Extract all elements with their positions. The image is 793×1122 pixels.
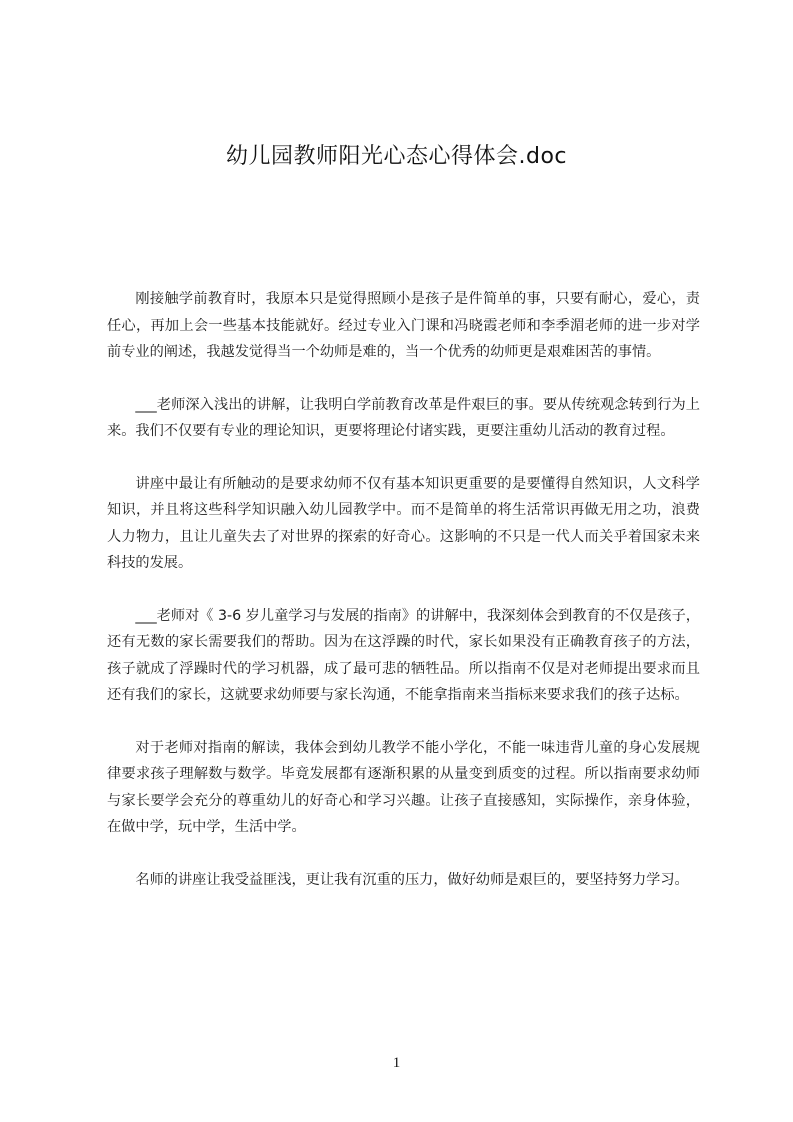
page-number: 1	[392, 1055, 401, 1071]
paragraph-1: 刚接触学前教育时，我原本只是觉得照顾小是孩子是件简单的事，只要有耐心，爱心，责任心，再加上会一些基本技能就好。经过专业入门课和冯晓霞老师和李季湄老师的进一步对学前专业的阐述，我越发觉得当一个幼师是难的，当一个优秀的幼师更是艰难困苦的事情。	[107, 291, 700, 360]
paragraph-6: 名师的讲座让我受益匪浅，更让我有沉重的压力，做好幼师是艰巨的，要坚持努力学习。	[135, 871, 689, 888]
paragraph-4: ___老师对《 3-6 岁儿童学习与发展的指南》的讲解中，我深刻体会到教育的不仅是孩子，还有无数的家长需要我们的帮助。因为在这浮躁的时代，家长如果没有正确教育孩子的方法，孩子就成了浮躁时代的学习机器，成了最可悲的牺牲品。所以指南不仅是对老师提出要求而且还有我们的家长，这就要求幼师要与家长沟通，不能拿指南来当指标来要求我们的孩子达标。	[107, 607, 700, 703]
document-title: 幼儿园教师阳光心态心得体会.doc	[225, 144, 567, 169]
paragraph-5: 对于老师对指南的解读，我体会到幼儿教学不能小学化，不能一味违背儿童的身心发展规律要求孩子理解数与数学。毕竟发展都有逐渐积累的从量变到质变的过程。所以指南要求幼师与家长要学会充分的尊重幼儿的好奇心和学习兴趣。让孩子直接感知，实际操作，亲身体验，在做中学，玩中学，生活中学。	[107, 739, 700, 835]
paragraph-3: 讲座中最让有所触动的是要求幼师不仅有基本知识更重要的是要懂得自然知识，人文科学知识，并且将这些科学知识融入幼儿园教学中。而不是简单的将生活常识再做无用之功，浪费人力物力，且让儿童失去了对世界的探索的好奇心。这影响的不只是一代人而关乎着国家未来科技的发展。	[107, 475, 700, 571]
paragraph-2: ___老师深入浅出的讲解，让我明白学前教育改革是件艰巨的事。要从传统观念转到行为上来。我们不仅要有专业的理论知识，更要将理论付诸实践，更要注重幼儿活动的教育过程。	[107, 396, 700, 439]
document-body	[107, 286, 700, 919]
